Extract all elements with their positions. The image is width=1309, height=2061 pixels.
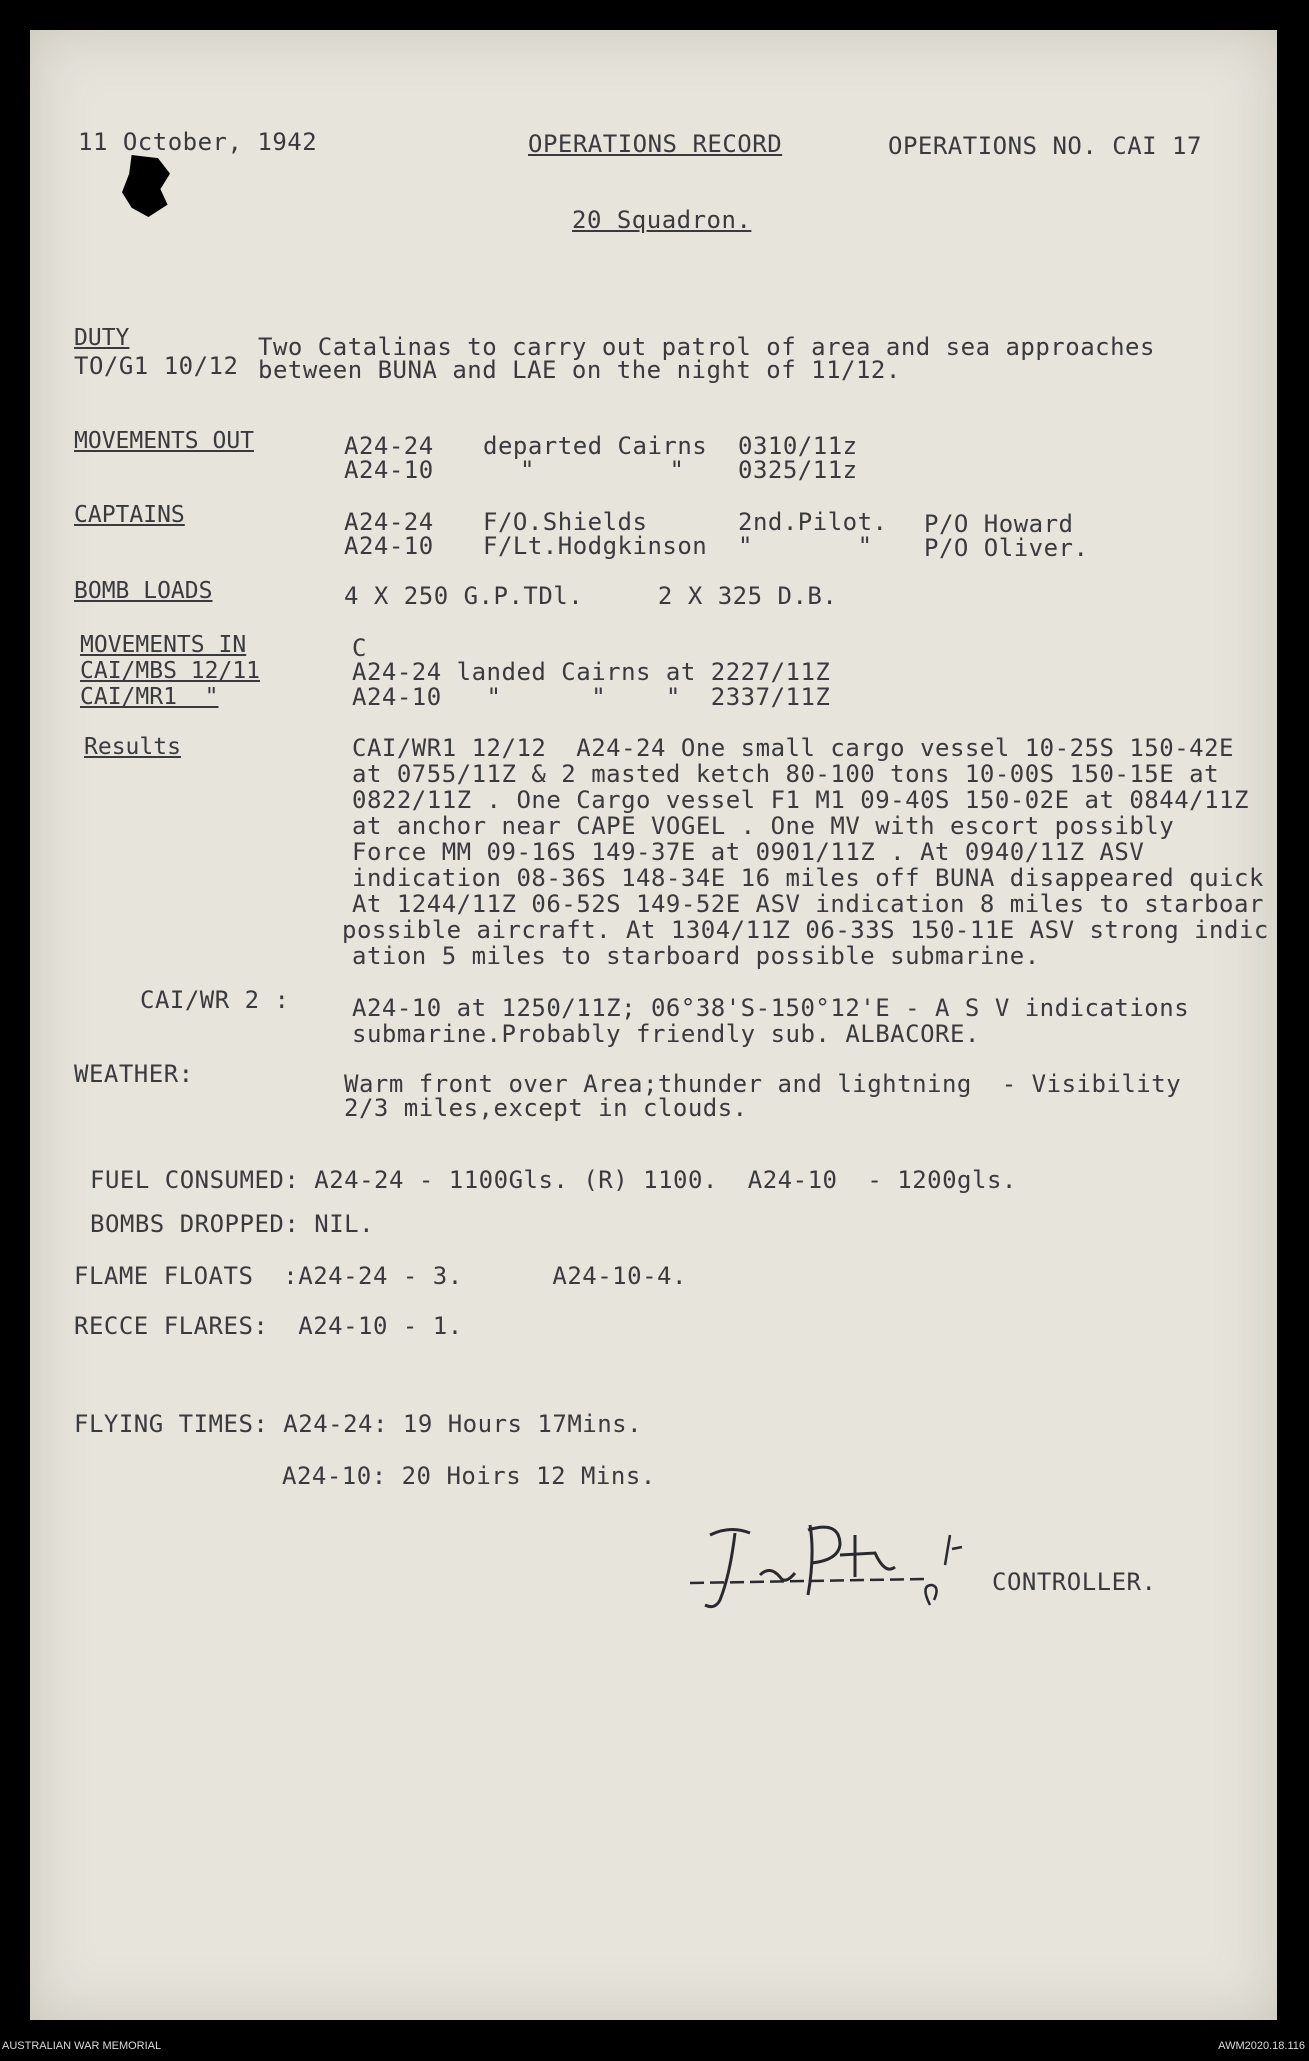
second-pilot-label: 2nd.Pilot.	[738, 508, 888, 536]
duty-ref: TO/G1 10/12	[74, 352, 239, 380]
recce-flares: RECCE FLARES: A24-10 - 1.	[74, 1312, 463, 1340]
duty-line-1: Two Catalinas to carry out patrol of area and sea approaches	[258, 333, 1155, 361]
results-line: at anchor near CAPE VOGEL . One MV with escort possibly	[352, 812, 1175, 840]
flying-times-line-2: A24-10: 20 Hoirs 12 Mins.	[282, 1462, 656, 1490]
fuel-consumed: FUEL CONSUMED: A24-24 - 1100Gls. (R) 1100. A24-10 - 1200gls.	[90, 1166, 1017, 1194]
duty-line-2: between BUNA and LAE on the night of 11/12.	[258, 356, 901, 384]
flying-times-line-1: FLYING TIMES: A24-24: 19 Hours 17Mins.	[74, 1410, 643, 1438]
controller-label: CONTROLLER.	[992, 1568, 1157, 1596]
wr2-line: submarine.Probably friendly sub. ALBACORE.	[352, 1020, 980, 1048]
movements-in-ref-2: CAI/MR1 "	[80, 684, 219, 710]
movement-out-text: " "	[520, 456, 685, 484]
movement-in-row: A24-24 landed Cairns at 2227/11Z	[352, 658, 831, 686]
movements-in-label: MOVEMENTS IN	[80, 632, 247, 658]
movements-out-label: MOVEMENTS OUT	[74, 428, 255, 454]
movement-out-time: 0325/11z	[738, 456, 858, 484]
operations-number: OPERATIONS NO. CAI 17	[888, 132, 1202, 160]
captains-label: CAPTAINS	[74, 502, 185, 528]
results-line: ation 5 miles to starboard possible submarine.	[352, 942, 1040, 970]
movement-out-text: departed Cairns	[483, 432, 708, 460]
bombs-dropped: BOMBS DROPPED: NIL.	[90, 1210, 375, 1238]
results-label: Results	[84, 734, 181, 760]
movements-in-mark: C	[352, 634, 367, 662]
results-line: possible aircraft. At 1304/11Z 06-33S 150-11E ASV strong indic	[342, 916, 1269, 944]
movements-in-ref-1: CAI/MBS 12/11	[80, 658, 261, 684]
second-pilot-name: P/O Oliver.	[924, 534, 1089, 562]
weather-line: 2/3 miles,except in clouds.	[344, 1094, 748, 1122]
wr2-line: A24-10 at 1250/11Z; 06°38'S-150°12'E - A S V indications	[352, 994, 1190, 1022]
second-pilot-name: P/O Howard	[924, 510, 1074, 538]
duty-label: DUTY	[74, 325, 130, 351]
wr2-label: CAI/WR 2 :	[140, 986, 290, 1014]
record-date: 11 October, 1942	[78, 128, 318, 156]
results-line: indication 08-36S 148-34E 16 miles off BUNA disappeared quick	[352, 864, 1264, 892]
results-line: 0822/11Z . One Cargo vessel F1 M1 09-40S 150-02E at 0844/11Z	[352, 786, 1249, 814]
footer-reference: AWM2020.18.116	[1218, 2040, 1305, 2052]
weather-line: Warm front over Area;thunder and lightning - Visibility	[344, 1070, 1182, 1098]
captain-name: F/O.Shields	[483, 508, 648, 536]
results-line: at 0755/11Z & 2 masted ketch 80-100 tons 10-00S 150-15E at	[352, 760, 1220, 788]
movement-out-time: 0310/11z	[738, 432, 858, 460]
movement-out-aircraft: A24-24	[344, 432, 434, 460]
results-line: Force MM 09-16S 149-37E at 0901/11Z . At 0940/11Z ASV	[352, 838, 1145, 866]
results-line: At 1244/11Z 06-52S 149-52E ASV indication 8 miles to starboar	[352, 890, 1264, 918]
second-pilot-label: " "	[738, 532, 873, 560]
handwritten-signature	[690, 1515, 1010, 1625]
captain-aircraft: A24-24	[344, 508, 434, 536]
weather-label: WEATHER:	[74, 1060, 194, 1088]
bomb-loads-label: BOMB LOADS	[74, 578, 213, 604]
bomb-loads: 4 X 250 G.P.TDl. 2 X 325 D.B.	[344, 582, 838, 610]
flame-floats: FLAME FLOATS :A24-24 - 3. A24-10-4.	[74, 1262, 687, 1290]
squadron: 20 Squadron.	[572, 206, 752, 234]
captain-aircraft: A24-10	[344, 532, 434, 560]
movement-out-aircraft: A24-10	[344, 456, 434, 484]
movement-in-row: A24-10 " " " 2337/11Z	[352, 683, 831, 711]
footer-institution: AUSTRALIAN WAR MEMORIAL	[2, 2040, 162, 2052]
results-line: CAI/WR1 12/12 A24-24 One small cargo vessel 10-25S 150-42E	[352, 734, 1235, 762]
record-title: OPERATIONS RECORD	[528, 130, 783, 158]
captain-name: F/Lt.Hodgkinson	[483, 532, 708, 560]
